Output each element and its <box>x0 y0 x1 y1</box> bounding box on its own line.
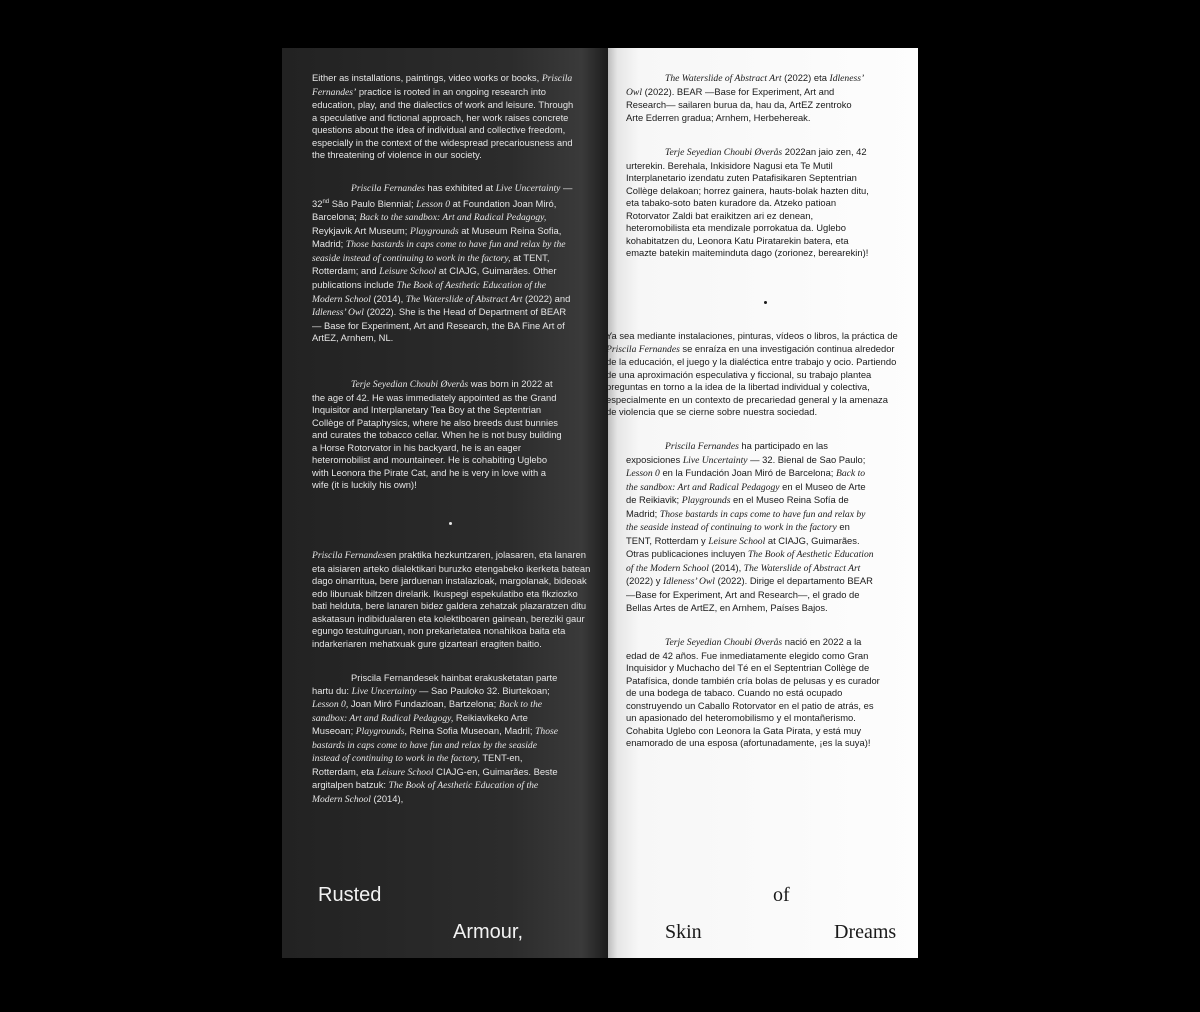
title-word-skin: Skin <box>665 921 702 943</box>
text-run: en el Museo de Arte de Reikiavik; <box>626 480 866 506</box>
italic-text-run: Those bastards in caps come to have fun and relax by the seaside instead of continuing to work in the factory <box>626 508 866 534</box>
text-run: Priscila Fernandesek hainbat erakusketatan parte hartu du: <box>312 672 558 696</box>
italic-text-run: The Book of Aesthetic Education of the Modern School <box>312 780 539 805</box>
text-run: se enraíza en una investigación continua alrededor de la educación, el juego y la dialéctica entre trabajo y ocio. Partiendo de una aproximación especulativa y ficcional, su trabajo plantea preguntas en torno a la idea de la libertad individual y colectiva, especialmente en un contexto de precariedad general y la amenaza de violencia que se cierne sobre nuestra sociedad. <box>606 342 897 418</box>
left-page <box>282 48 608 958</box>
italic-text-run: Priscila Fernandes <box>606 343 680 355</box>
text-run: — 32. Bienal de Sao Paulo; <box>747 453 866 465</box>
italic-text-run: The Waterslide of Abstract Art <box>405 293 523 305</box>
text-run: TENT-en, Rotterdam, eta <box>312 752 523 777</box>
text-run: — 32 <box>312 182 573 209</box>
italic-text-run: Priscila Fernandes <box>665 441 739 452</box>
italic-text-run: Those bastards in caps come to have fun and relax by the seaside instead of continuing to work in the factory, <box>312 239 566 264</box>
italic-text-run: Those bastards in caps come to have fun and relax by the seaside instead of continuing to work in the factory, <box>312 726 558 765</box>
text-run: Joan Miró Fundazioan, Bartzelona; <box>348 698 499 710</box>
italic-text-run: Back to the sandbox: Art and Radical Pedagogy, <box>359 212 547 224</box>
english-terje-bio-paragraph <box>312 378 562 492</box>
spanish-terje-bio-paragraph <box>626 636 882 750</box>
italic-text-run: Idleness’ Owl <box>663 576 715 588</box>
italic-text-run: Live Uncertainty <box>682 454 748 466</box>
spanish-intro-paragraph <box>606 330 900 419</box>
text-run: (2014), <box>370 792 404 804</box>
right-page <box>608 48 918 958</box>
italic-text-run: Lesson 0 <box>626 468 660 480</box>
text-run: en praktika hezkuntzaren, jolasaren, eta lanaren eta aisiaren arteko dialektikari buruzko etengabeko ikerketa batean dago oinarritua, bere jarduenan instalazioak, margolanak, bideoak edo liburuak biltzen direlarik. Ikuspegi espekulatibo eta fikziozko bati helduta, bere lanaren bidez galdera zehatzak plazaratzen ditu askatasun indibidualaren eta kolektiboaren gainean, bereziki gaur egungo testuinguruan, non prekarietatea nonahikoa baita eta indarkeriaren mehatxuak gure gizarteari eragiten baitio. <box>312 549 591 649</box>
basque-terje-bio-paragraph <box>626 146 876 260</box>
text-run: has exhibited at <box>424 182 496 193</box>
book-spread <box>282 48 918 958</box>
title-word-armour: Armour, <box>453 921 524 943</box>
title-word-rusted: Rusted <box>318 884 382 906</box>
english-exhibitions-paragraph <box>312 182 574 345</box>
italic-text-run: The Book of Aesthetic Education of the Modern School <box>312 279 546 305</box>
text-run: (2014), <box>370 292 406 304</box>
text-run: at Foundation Joan Miró, Barcelona; <box>312 197 557 223</box>
basque-exhibitions-paragraph <box>312 672 562 806</box>
text-run: nació en 2022 a la edad de 42 años. Fue inmediatamente elegido como Gran Inquisidor y Muchacho del Té en el Septentrian Collège de Patafísica, donde también cría bolas de pelusas y es curador de una bodega de tabaco. Cuando no está ocupado construyendo un Caballo Rotorvator en el patio de atrás, es un apasionado del heteromobilismo y el montañerismo. Cohabita Uglebo con Leonora la Gata Pirata, y está muy enamorado de una esposa (afortunadamente, ¡es la suya)! <box>626 636 880 749</box>
italic-text-run: Lesson 0 <box>416 198 451 210</box>
text-run: practice is rooted in an ongoing research into education, play, and the dialectics of work and leisure. Through a speculative and fictional approach, her work raises concrete questions about the idea of individual and collective freedom, especially in the context of the widespread precariousness and the threatening of violence in our society. <box>312 85 574 161</box>
italic-text-run: Terje Seyedian Choubi Øverås <box>665 637 783 648</box>
text-run: en TENT, Rotterdam y <box>626 521 850 546</box>
text-run: Reykjavik Art Museum; <box>312 224 410 236</box>
text-run: en el Museo Reina Sofía de Madrid; <box>626 494 849 519</box>
text-run: (2022). Dirige el departamento BEAR —Base for Experiment, Art and Research—, el grado de Bellas Artes de ArtEZ, en Arnhem, Países Bajos. <box>626 575 873 613</box>
text-run: ha participado en las exposiciones <box>626 440 828 465</box>
italic-text-run: Priscila Fernandes <box>351 183 425 194</box>
section-divider-dot <box>449 522 452 525</box>
text-run: nd <box>322 198 330 205</box>
italic-text-run: Back to the sandbox: Art and Radical Pedagogy, <box>312 699 543 724</box>
italic-text-run: Leisure School <box>708 535 766 547</box>
text-run: was born in 2022 at the age of 42. He was immediately appointed as the Grand Inquisitor and Interplanetary Tea Boy at the Septentrian Collège of Pataphysics, where he also breeds dust bunnies and curates the tobacco cellar. When he is not busy building a Horse Rotorvator in his backyard, he is an eager heteromobilist and mountaineer. He is cohabiting Uglebo with Leonora the Pirate Cat, and he is very in love with a wife (it is luckily his own)! <box>312 378 562 491</box>
italic-text-run: The Waterslide of Abstract Art <box>665 73 782 84</box>
title-word-dreams: Dreams <box>834 921 897 943</box>
italic-text-run: Live Uncertainty <box>351 685 417 697</box>
text-run: 2022an jaio zen, 42 urterekin. Berehala, Inkisidore Nagusi eta Te Mutil Interplanetario izendatu zuten Patafisikaren Septentrian Collège delakoan; horrez gainera, hauts-bolak hazten ditu, eta tabako-soto baten kuradore da. Atzeko patioan Rotorvator Zaldi bat eraikitzen ari ez denean, heteromobilista eta mendizale porrokatua da. Uglebo kohabitatzen du, Leonora Katu Piratarekin batera, eta emazte batekin maiteminduta dago (zorionez, berearekin)! <box>626 146 869 259</box>
italic-text-run: Lesson 0, <box>312 699 349 711</box>
text-run: — Sao Pauloko 32. Biurtekoan; <box>416 684 550 696</box>
text-run: (2022) y <box>626 575 663 587</box>
italic-text-run: Terje Seyedian Choubi Øverås <box>351 379 469 390</box>
section-divider-dot <box>764 301 767 304</box>
basque-publications-continued <box>626 72 864 124</box>
italic-text-run: Priscila Fernandes’ <box>312 73 573 98</box>
text-run: en la Fundación Joan Miró de Barcelona; <box>659 467 837 479</box>
italic-text-run: Priscila Fernandes <box>312 550 386 561</box>
title-word-of: of <box>773 884 790 906</box>
text-run: (2022) eta <box>781 72 830 83</box>
text-run: (2014), <box>708 561 744 573</box>
spanish-exhibitions-paragraph <box>626 440 876 614</box>
italic-text-run: The Book of Aesthetic Education of the Modern School <box>626 549 874 574</box>
text-run: Reina Sofia Museoan, Madril; <box>406 725 536 737</box>
italic-text-run: Playgrounds <box>409 225 459 237</box>
text-run: at TENT, Rotterdam; and <box>312 251 550 277</box>
italic-text-run: The Waterslide of Abstract Art <box>743 562 861 574</box>
italic-text-run: Leisure School <box>376 766 434 778</box>
italic-text-run: Idleness’ Owl <box>312 307 364 319</box>
text-run: (2022). BEAR —Base for Experiment, Art and Research— sailaren burua da, hau da, ArtEZ zentroko Arte Ederren gradua; Arnhem, Herbehereak. <box>626 85 852 123</box>
italic-text-run: Idleness’ Owl <box>626 73 864 98</box>
italic-text-run: Terje Seyedian Choubi Øverås <box>665 147 783 158</box>
italic-text-run: Playgrounds, <box>355 726 407 738</box>
text-run: CIAJG-en, Guimarães. Beste argitalpen batzuk: <box>312 765 558 791</box>
text-run: at CIAJG, Guimarães. Other publications include <box>312 265 557 290</box>
italic-text-run: Leisure School <box>379 266 437 278</box>
text-run: at CIAJG, Guimarães. Otras publicaciones incluyen <box>626 534 860 560</box>
text-run: Reikiavikeko Arte Museoan; <box>312 711 528 737</box>
english-intro-paragraph <box>312 72 580 162</box>
basque-intro-paragraph <box>312 549 592 650</box>
text-run: Either as installations, paintings, video works or books, <box>312 72 542 83</box>
text-run: (2022) and <box>522 292 571 304</box>
italic-text-run: Back to the sandbox: Art and Radical Pedagogy <box>626 468 866 493</box>
italic-text-run: Playgrounds <box>681 495 731 507</box>
italic-text-run: Live Uncertainty <box>495 183 561 194</box>
text-run: Ya sea mediante instalaciones, pinturas, vídeos o libros, la práctica de <box>606 330 898 341</box>
text-run: São Paulo Biennial; <box>329 197 417 209</box>
text-run: at Museum Reina Sofia, Madrid; <box>312 224 562 250</box>
text-run: (2022). She is the Head of Department of BEAR — Base for Experiment, Art and Research, the BA Fine Art of ArtEZ, Arnhem, NL. <box>312 306 567 344</box>
